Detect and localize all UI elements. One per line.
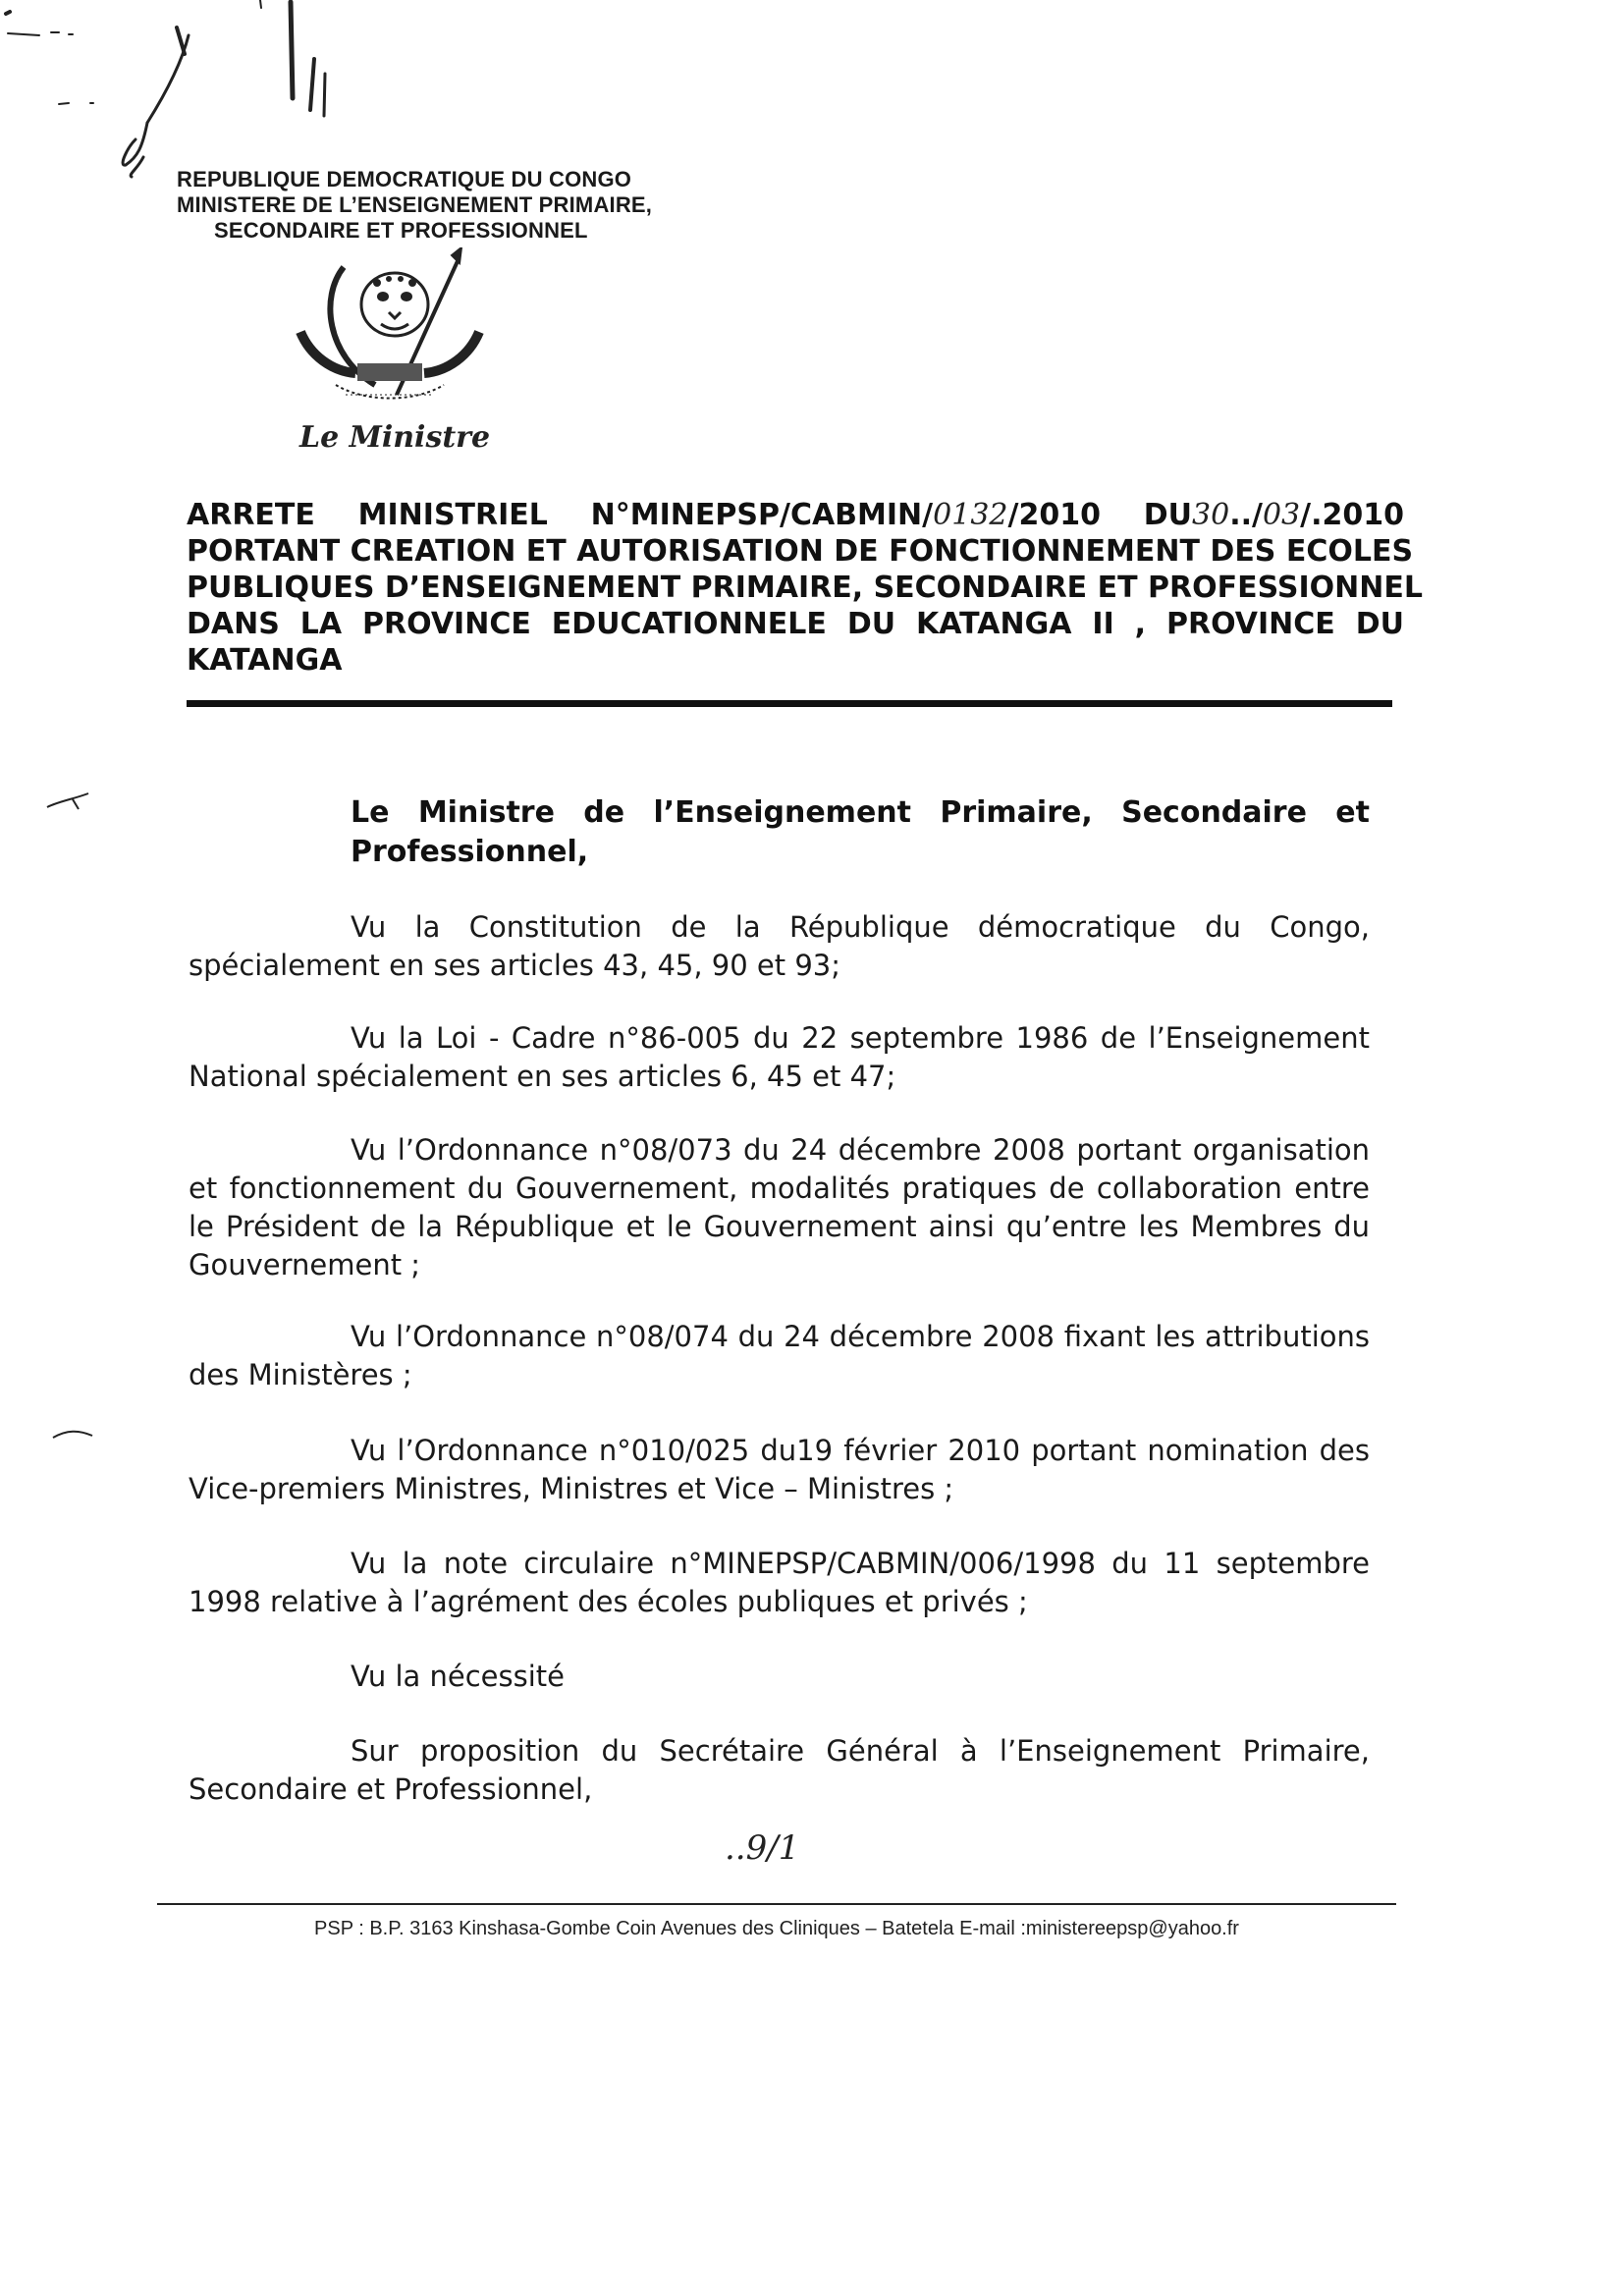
minister-signature-title: Le Ministre xyxy=(299,420,491,455)
decree-title-line4: DANS LA PROVINCE EDUCATIONNELE DU KATANGA II , PROVINCE DU xyxy=(187,607,1404,641)
paragraph-ordonnance-025: Vu l’Ordonnance n°010/025 du19 février 2010 portant nomination des Vice-premiers Ministres, Ministres et Vice – Ministres ; xyxy=(189,1434,1370,1505)
header-republic: REPUBLIQUE DEMOCRATIQUE DU CONGO xyxy=(177,167,632,191)
decree-title-line2: PORTANT CREATION ET AUTORISATION DE FONCTIONNEMENT DES ECOLES xyxy=(187,534,1414,569)
paragraph-constitution: Vu la Constitution de la République démocratique du Congo, spécialement en ses articles 43, 45, 90 et 93; xyxy=(189,910,1370,982)
paragraph-note-circulaire: Vu la note circulaire n°MINEPSP/CABMIN/006/1998 du 11 septembre 1998 relative à l’agrément des écoles publiques et privés ; xyxy=(189,1547,1370,1618)
handwritten-day: 30 xyxy=(1192,498,1230,532)
handwritten-decree-number: 0132 xyxy=(933,498,1008,532)
header-ministry: MINISTERE DE L’ENSEIGNEMENT PRIMAIRE, xyxy=(177,192,653,217)
coat-of-arms-icon xyxy=(287,247,493,405)
title-divider xyxy=(187,700,1392,707)
paragraph-necessite: Vu la nécessité xyxy=(351,1660,566,1693)
decree-title-line1: ARRETE MINISTRIEL N°MINEPSP/CABMIN/0132/2010 DU30../03/.2010 xyxy=(187,498,1404,532)
decree-title xyxy=(187,497,1423,679)
handwritten-month: 03 xyxy=(1262,498,1301,532)
paragraph-loi-cadre: Vu la Loi - Cadre n°86-005 du 22 septembre 1986 de l’Enseignement National spécialement en ses articles 6, 45 et 47; xyxy=(189,1021,1370,1093)
margin-tick-mark xyxy=(43,786,92,815)
paragraph-ordonnance-073: Vu l’Ordonnance n°08/073 du 24 décembre 2008 portant organisation et fonctionnement du Gouvernement, modalités pratiques de collaboration entre le Président de la République et le Gouvernement ainsi qu’entre les Membres du Gouvernement ; xyxy=(189,1133,1370,1281)
margin-tick-mark xyxy=(49,1424,98,1444)
footer-address: PSP : B.P. 3163 Kinshasa-Gombe Coin Avenues des Cliniques – Batetela E-mail :ministereepsp@yahoo.fr xyxy=(314,1918,1239,1939)
decree-title-line3: PUBLIQUES D’ENSEIGNEMENT PRIMAIRE, SECONDAIRE ET PROFESSIONNEL xyxy=(187,571,1423,605)
paragraph-ordonnance-074: Vu l’Ordonnance n°08/074 du 24 décembre 2008 fixant les attributions des Ministères ; xyxy=(189,1320,1370,1391)
footer-divider xyxy=(157,1903,1396,1905)
header-ministry-cont: SECONDAIRE ET PROFESSIONNEL xyxy=(214,218,588,243)
page-continuation-mark: ..9/1 xyxy=(725,1828,800,1868)
preamble-minister: Le Ministre de l’Enseignement Primaire, Secondaire et Professionnel, xyxy=(351,795,1370,869)
paragraph-proposition: Sur proposition du Secrétaire Général à l’Enseignement Primaire, Secondaire et Professionnel, xyxy=(189,1734,1370,1806)
decree-title-line5: KATANGA xyxy=(187,643,343,678)
